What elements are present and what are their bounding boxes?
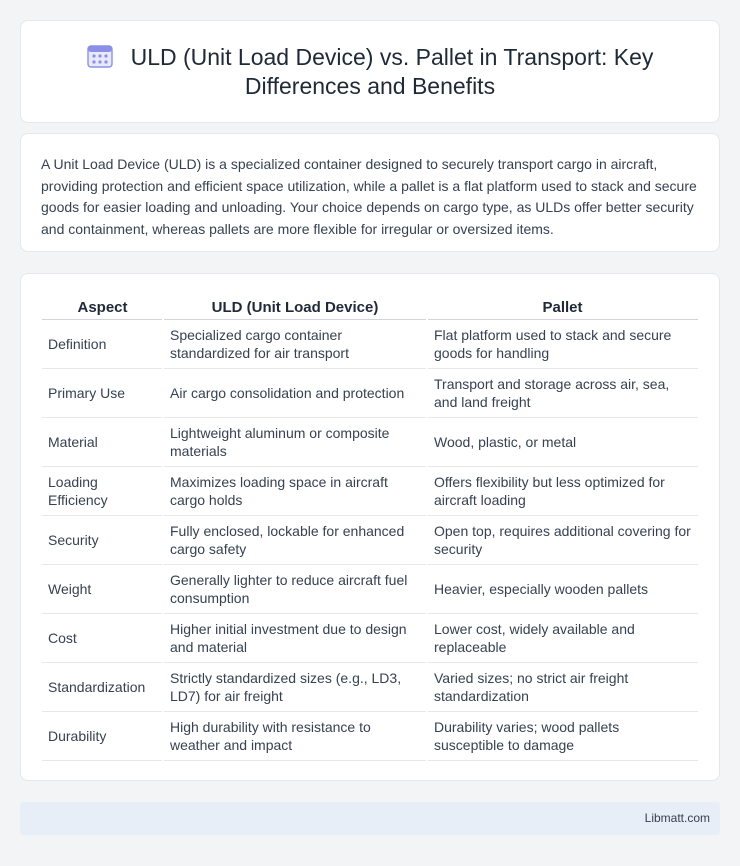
row-pallet: Lower cost, widely available and replaceable — [427, 613, 698, 662]
row-uld: Higher initial investment due to design and material — [163, 613, 427, 662]
table-row — [42, 515, 698, 564]
row-pallet: Durability varies; wood pallets susceptible to damage — [427, 711, 698, 760]
row-uld: Lightweight aluminum or composite materials — [163, 417, 427, 466]
row-uld: Fully enclosed, lockable for enhanced cargo safety — [163, 515, 427, 564]
table-row — [42, 613, 698, 662]
table-header-row — [42, 297, 698, 319]
row-aspect: Material — [42, 417, 163, 466]
row-aspect: Weight — [42, 564, 163, 613]
comparison-card — [20, 273, 720, 781]
row-pallet: Open top, requires additional covering for security — [427, 515, 698, 564]
row-aspect: Definition — [42, 319, 163, 368]
header-pallet: Pallet — [427, 297, 698, 319]
row-pallet: Offers flexibility but less optimized for aircraft loading — [427, 466, 698, 515]
row-aspect: Security — [42, 515, 163, 564]
row-uld: Air cargo consolidation and protection — [163, 368, 427, 417]
row-pallet: Varied sizes; no strict air freight standardization — [427, 662, 698, 711]
table-row — [42, 466, 698, 515]
intro-card — [20, 133, 720, 252]
row-pallet: Wood, plastic, or metal — [427, 417, 698, 466]
row-uld: High durability with resistance to weather and impact — [163, 711, 427, 760]
header-aspect: Aspect — [42, 297, 163, 319]
comparison-table — [42, 297, 698, 761]
calendar-grid-icon — [87, 44, 113, 68]
row-aspect: Durability — [42, 711, 163, 760]
row-aspect: Primary Use — [42, 368, 163, 417]
row-uld: Maximizes loading space in aircraft cargo holds — [163, 466, 427, 515]
intro-paragraph: A Unit Load Device (ULD) is a specialized container designed to securely transport cargo in aircraft, providing protection and efficient space utilization, while a pallet is a flat platform used to stack and secure goods for easier loading and unloading. Your choice depends on cargo type, as ULDs offer better security and containment, whereas pallets are more flexible for irregular or oversized items. — [41, 156, 697, 237]
row-pallet: Transport and storage across air, sea, and land freight — [427, 368, 698, 417]
footer-bar — [20, 802, 720, 835]
row-pallet: Flat platform used to stack and secure goods for handling — [427, 319, 698, 368]
header-uld: ULD (Unit Load Device) — [163, 297, 427, 319]
table-row — [42, 368, 698, 417]
footer-brand: Libmatt.com — [644, 811, 710, 825]
table-row — [42, 417, 698, 466]
page-title-text: ULD (Unit Load Device) vs. Pallet in Transport: Key Differences and Benefits — [130, 44, 654, 99]
page-title — [21, 43, 719, 101]
table-row — [42, 564, 698, 613]
row-uld: Generally lighter to reduce aircraft fuel consumption — [163, 564, 427, 613]
title-card — [20, 20, 720, 123]
title-wrap — [21, 43, 719, 101]
row-aspect: Cost — [42, 613, 163, 662]
row-uld: Specialized cargo container standardized for air transport — [163, 319, 427, 368]
table-row — [42, 711, 698, 760]
table-row — [42, 662, 698, 711]
row-uld: Strictly standardized sizes (e.g., LD3, LD7) for air freight — [163, 662, 427, 711]
row-aspect: Standardization — [42, 662, 163, 711]
row-aspect: Loading Efficiency — [42, 466, 163, 515]
table-row — [42, 319, 698, 368]
row-pallet: Heavier, especially wooden pallets — [427, 564, 698, 613]
